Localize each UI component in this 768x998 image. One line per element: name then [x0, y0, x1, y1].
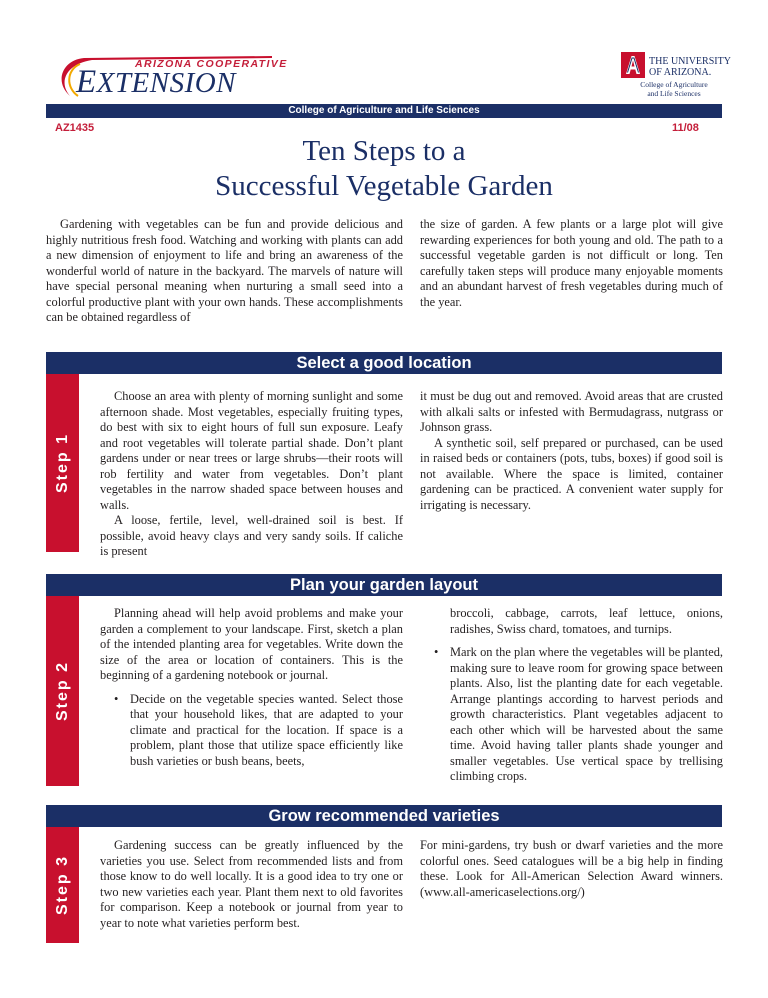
step3-right-column	[420, 838, 723, 900]
step1-label: Step 1	[53, 432, 71, 494]
step1-right-p2: A synthetic soil, self prepared or purchased, can be used in raised beds or containers (pots, tubs, boxes) if good soil is not available. Where the space is limited, container gardening can be practiced. A convenient water supply for irrigating is necessary.	[420, 435, 723, 512]
title-line1: Ten Steps to a	[302, 135, 466, 167]
publication-date: 11/08	[672, 122, 699, 134]
intro-right-paragraph: the size of garden. A few plants or a large plot will give rewarding experiences for both young and old. The path to a successful vegetable garden is not difficult or long. Ten carefully taken steps will produce many enjoyable moments and an abundant harvest of fresh vegetables during much of the year.	[420, 217, 723, 309]
step3-label: Step 3	[53, 854, 71, 916]
university-of-arizona-a-logo-icon	[621, 52, 645, 78]
intro-left-paragraph: Gardening with vegetables can be fun and provide delicious and highly nutritious fresh food. Watching and working with plants can add a new dimension of enjoyment to life and bring an awareness of the wonderful world of nature in the backyard. The marvels of nature will have special personal meaning when nurturing a small seed into a colorful productive plant with your own hands. These accomplishments can be obtained regardless of	[46, 217, 403, 324]
step2-left-list	[100, 692, 403, 770]
step3-left-column	[100, 838, 403, 931]
college-small-line2: and Life Sciences	[647, 88, 701, 98]
step2-right-column	[420, 606, 723, 785]
list-item: • Mark on the plan where the vegetables will be planted, making sure to leave room for growing space between plants. Also, list the planting date for each vegetable. Arrange plantings according to harvest periods and growth characteristics. Plant vegetables adjacent to each other which will be harvested about the same time. Avoid having taller plants shade younger and smaller vegetables. Use vertical space by trellising climbing crops.	[450, 645, 723, 785]
extension-rest: XTENSION	[96, 67, 237, 99]
step2-left-p1: Planning ahead will help avoid problems and make your garden a complement to your landscape. First, sketch a plan of the intended planting area for vegetables. Write down the size of the area or location of containers. This is the beginning of a gardening notebook or journal.	[100, 606, 403, 682]
extension-initial: E	[76, 64, 97, 100]
page-title	[100, 134, 668, 204]
step1-left-p1: Choose an area with plenty of morning sunlight and some afternoon shade. Most vegetables, especially fruiting types, do best with six to eight hours of full sun exposure. Leafy and root vegetables will tolerate partial shade. Don’t plant gardens under or near trees or large shrubs—their roots will rob fertility and water from vegetables. Don’t plant vegetables in the narrow shaded space between houses and walls.	[100, 389, 403, 512]
college-small-line1: College of Agriculture	[640, 80, 708, 89]
step1-right-column	[420, 389, 723, 513]
list-item: • Decide on the vegetable species wanted. Select those that your household likes, that are adapted to your climate and practical for the location. If space is a problem, plant those that utilize space efficiently like bush varieties or bush beans, beets,	[130, 692, 403, 770]
college-small	[634, 81, 714, 98]
publication-code: AZ1435	[55, 122, 95, 134]
step1-left-column	[100, 389, 403, 560]
college-bar: College of Agriculture and Life Sciences	[46, 104, 722, 118]
step3-right-p1: For mini-gardens, try bush or dwarf varieties and the more colorful ones. Seed catalogues will be a big help in finding these. Look for All-American Selection Award winners. (www.all-americaselections.org/)	[420, 838, 723, 899]
step1-right-p1: it must be dug out and removed. Avoid areas that are crusted with alkali salts or infested with Bermudagrass, nutgrass or Johnson grass.	[420, 389, 723, 434]
extension-wordmark	[76, 64, 236, 101]
university-line1: THE UNIVERSITY	[649, 56, 731, 67]
step2-label: Step 2	[53, 660, 71, 722]
step3-heading: Grow recommended varieties	[46, 805, 722, 827]
step2-right-list	[420, 606, 723, 785]
university-name	[649, 56, 731, 78]
step2-heading: Plan your garden layout	[46, 574, 722, 596]
step3-left-p1: Gardening success can be greatly influenced by the varieties you use. Select from recommended lists and from those know to do well locally. It is a good idea to try one or two new varieties each year. Plant them next to old favorites for comparison. Keep a notebook or journal from year to year to note what varieties perform best.	[100, 838, 403, 930]
step3-tab	[46, 827, 79, 943]
cooperative-label: ARIZONA COOPERATIVE	[135, 58, 288, 70]
step1-heading: Select a good location	[46, 352, 722, 374]
title-line2: Successful Vegetable Garden	[215, 170, 553, 202]
list-item-continued: broccoli, cabbage, carrots, leaf lettuce, onions, radishes, Swiss chard, tomatoes, and turnips.	[450, 606, 723, 636]
university-line2: OF ARIZONA.	[649, 67, 712, 78]
step1-left-p2: A loose, fertile, level, well-drained soil is best. If possible, avoid heavy clays and very sandy soils. If caliche is present	[100, 513, 403, 558]
step2-left-column	[100, 606, 403, 769]
step1-tab	[46, 374, 79, 552]
step2-tab	[46, 596, 79, 786]
